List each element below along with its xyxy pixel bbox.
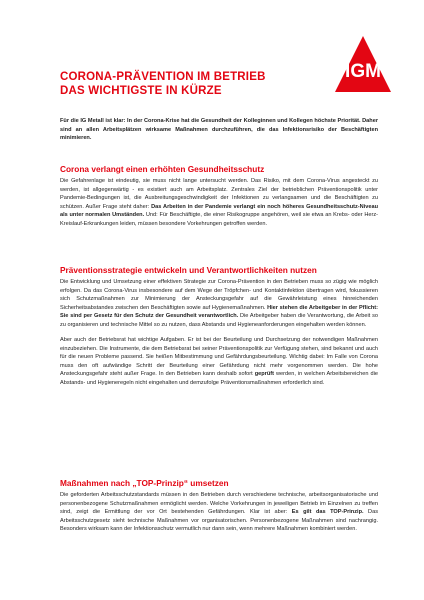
- title-line-1: CORONA-PRÄVENTION IM BETRIEB: [60, 71, 266, 83]
- intro-paragraph: Für die IG Metall ist klar: In der Corona-Krise hat die Gesundheit der Kolleginnen und Kollegen höchste Priorität. Daher sind an allen Arbeitsplätzen wirksame Maßnahmen durchzuführen, die das Infektionsrisiko der Beschäftigten minimieren.: [60, 118, 378, 142]
- section-heading: Präventionsstrategie entwickeln und Verantwortlichkeiten nutzen: [60, 265, 317, 275]
- section-heading: Maßnahmen nach „TOP-Prinzip“ umsetzen: [60, 478, 229, 488]
- ig-metall-logo: [333, 34, 393, 94]
- title-line-2: DAS WICHTIGSTE IN KÜRZE: [60, 85, 222, 97]
- section-heading: Corona verlangt einen erhöhten Gesundheitsschutz: [60, 164, 265, 174]
- page-title: [60, 70, 340, 98]
- section-praeventionsstrategie: [60, 265, 378, 388]
- section-paragraph: Die geforderten Arbeitsschutzstandards müssen in den Betrieben durch verschiedene technische, arbeitsorganisatorische und personenbezogene Schutzmaßnahmen ermöglicht werden. Welche Vorkehrungen in jeweiligen Betrieb im Einzelnen zu treffen sind, zeigt die Ermittlung der vor Ort bestehenden Gefährdungen. Klar ist aber: Es gilt das TOP-Prinzip. Das Arbeitsschutzgesetz sieht technische Maßnahmen vor organisatorischen. Personenbezogene Maßnahmen sind nachrangig. Besonders wirksam kann der Infektionsschutz vermutlich nur dann sein, wenn mehrere Maßnahmen kombiniert werden.: [60, 492, 378, 533]
- section-top-prinzip: [60, 478, 378, 534]
- section-paragraph: Die Gefahrenlage ist eindeutig, sie muss nicht lange untersucht werden. Das Risiko, mit dem Corona-Virus angesteckt zu werden, ist allgegenwärtig - es existiert auch am Arbeitsplatz. Zentrales Ziel der betrieblichen Präventionspolitik unter Pandemie-Bedingungen ist, die Ausbreitungsgeschwindigkeit der Infektionen zu verlangsamen und die Beschäftigten zu schützen. Außer Frage steht daher: Das Arbeiten in der Pandemie verlangt ein noch höheres Gesundheitsschutz-Niveau als unter normalen Umständen. Und: Für Beschäftigte, die einer Risikogruppe angehören, weil sie etwa an Krebs- oder Herz-Kreislauf-Erkrankungen leiden, müssen besondere Vorkehrungen getroffen werden.: [60, 178, 378, 227]
- logo-text: IGM: [345, 61, 381, 82]
- section-paragraph-2: Aber auch der Betriebsrat hat wichtige Aufgaben. Er ist bei der Beurteilung und Durchsetzung der notwendigen Maßnahmen einzubeziehen. Die Instrumente, die dem Betriebsrat bei seiner Präventionspolitik zur Verfügung stehen, sind bekannt und auch für die neuen Probleme passend. Sie heißen Mitbestimmung und Gefährdungsbeurteilung. Wichtig dabei: Im Falle von Corona muss den oft aufwändige Schritt der Beurteilung einer Gefährdung nicht mehr vorgenommen werden. Die hohe Ansteckungsgefahr steht außer Frage. In den Betrieben kann deshalb sofort geprüft werden, in welchen Arbeitsbereichen die Abstands- und Hygieneregeln nicht eingehalten und demzufolge Präventionsmaßnahmen erforderlich sind.: [60, 337, 378, 387]
- section-gesundheitsschutz: [60, 164, 378, 228]
- section-paragraph: Die Entwicklung und Umsetzung einer effektiven Strategie zur Corona-Prävention in den Betrieben muss so zügig wie möglich erfolgen. Da das Corona-Virus insbesondere auf dem Wege der Tröpfchen- und Kontaktinfektion übertragen wird, fokussieren sich Schutzmaßnahmen zur Minimierung der Ansteckungsgefahr auf die Gewährleistung eines hinreichenden Sicherheitsabstandes zwischen den Beschäftigten sowie auf Hygienemaßnahmen. Hier stehen die Arbeitgeber in der Pflicht: Sie sind per Gesetz für den Schutz der Gesundheit verantwortlich. Die Arbeitgeber haben die Verantwortung, die Arbeit so zu organisieren und technische Mittel so zu nutzen, dass Abstands und Hygieneanforderungen eingehalten werden können.: [60, 279, 378, 328]
